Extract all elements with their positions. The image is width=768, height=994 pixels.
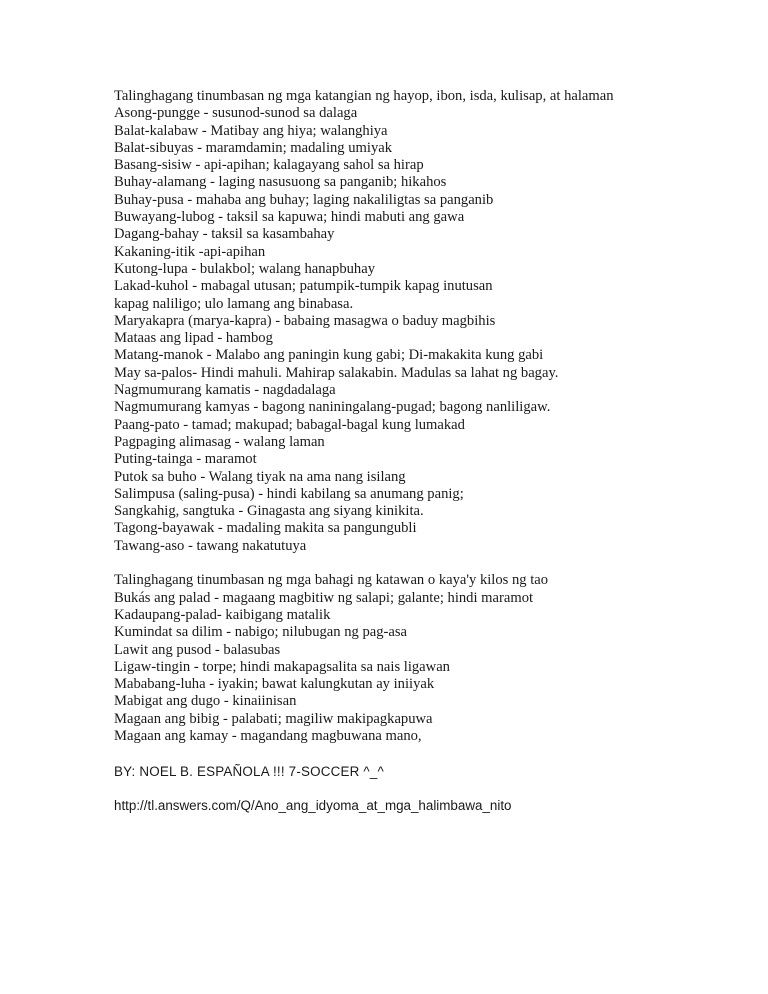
idiom-line: Paang-pato - tamad; makupad; babagal-bagal kung lumakad bbox=[114, 416, 465, 433]
idiom-line: Lawit ang pusod - balasubas bbox=[114, 641, 281, 658]
section2-heading: Talinghagang tinumbasan ng mga bahagi ng katawan o kaya'y kilos ng tao bbox=[114, 572, 549, 589]
idiom-line: Maryakapra (marya-kapra) - babaing masagwa o baduy magbihis bbox=[114, 312, 496, 329]
idiom-line: Dagang-bahay - taksil sa kasambahay bbox=[114, 226, 335, 243]
idiom-line: Pagpaging alimasag - walang laman bbox=[114, 433, 325, 450]
idiom-line: Sangkahig, sangtuka - Ginagasta ang siyang kinikita. bbox=[114, 503, 424, 520]
idiom-line: Balat-sibuyas - maramdamin; madaling umiyak bbox=[114, 139, 393, 156]
idiom-line: Kakaning-itik -api-apihan bbox=[114, 243, 266, 260]
section-spacer bbox=[114, 780, 754, 797]
idiom-line: Kutong-lupa - bulakbol; walang hanapbuhay bbox=[114, 260, 375, 277]
idiom-line: Kadaupang-palad- kaibigang matalik bbox=[114, 606, 331, 623]
idiom-line: Tawang-aso - tawang nakatutuya bbox=[114, 537, 307, 554]
idiom-line: Balat-kalabaw - Matibay ang hiya; walanghiya bbox=[114, 122, 388, 139]
idiom-line: Mabigat ang dugo - kinaiinisan bbox=[114, 693, 297, 710]
idiom-line: Magaan ang bibig - palabati; magiliw makipagkapuwa bbox=[114, 710, 433, 727]
idiom-line: Buwayang-lubog - taksil sa kapuwa; hindi mabuti ang gawa bbox=[114, 209, 465, 226]
idiom-line: Magaan ang kamay - magandang magbuwana mano, bbox=[114, 727, 422, 744]
section-spacer bbox=[114, 555, 754, 572]
idiom-line: Salimpusa (saling-pusa) - hindi kabilang sa anumang panig; bbox=[114, 485, 464, 502]
idiom-line: kapag naliligo; ulo lamang ang binabasa. bbox=[114, 295, 354, 312]
idiom-line: Puting-tainga - maramot bbox=[114, 451, 257, 468]
idiom-line: Bukás ang palad - magaang magbitiw ng salapi; galante; hindi maramot bbox=[114, 589, 534, 606]
author-byline: BY: NOEL B. ESPAÑOLA !!! 7-SOCCER ^_^ bbox=[114, 763, 385, 779]
idiom-line: Buhay-pusa - mahaba ang buhay; laging nakaliligtas sa panganib bbox=[114, 191, 494, 208]
idiom-line: Basang-sisiw - api-apihan; kalagayang sahol sa hirap bbox=[114, 157, 424, 174]
section1-heading: Talinghagang tinumbasan ng mga katangian ng hayop, ibon, isda, kulisap, at halaman bbox=[114, 88, 614, 104]
idiom-line: Putok sa buho - Walang tiyak na ama nang isilang bbox=[114, 468, 406, 485]
section-spacer bbox=[114, 745, 754, 762]
source-url: http://tl.answers.com/Q/Ano_ang_idyoma_at_mga_halimbawa_nito bbox=[114, 798, 512, 814]
idiom-line: Lakad-kuhol - mabagal utusan; patumpik-tumpik kapag inutusan bbox=[114, 278, 493, 295]
idiom-line: Mataas ang lipad - hambog bbox=[114, 330, 273, 347]
document-body bbox=[114, 88, 754, 814]
idiom-line: Nagmumurang kamatis - nagdadalaga bbox=[114, 382, 336, 399]
idiom-line: Nagmumurang kamyas - bagong naniningalang-pugad; bagong nanliligaw. bbox=[114, 399, 551, 416]
idiom-line: Buhay-alamang - laging nasusuong sa panganib; hikahos bbox=[114, 174, 447, 191]
idiom-line: May sa-palos- Hindi mahuli. Mahirap salakabin. Madulas sa lahat ng bagay. bbox=[114, 364, 559, 381]
idiom-line: Mababang-luha - iyakin; bawat kalungkutan ay iniiyak bbox=[114, 676, 435, 693]
idiom-line: Matang-manok - Malabo ang paningin kung gabi; Di-makakita kung gabi bbox=[114, 347, 544, 364]
idiom-line: Asong-pungge - susunod-sunod sa dalaga bbox=[114, 105, 358, 122]
idiom-line: Ligaw-tingin - torpe; hindi makapagsalita sa nais ligawan bbox=[114, 658, 450, 675]
idiom-line: Kumindat sa dilim - nabigo; nilubugan ng pag-asa bbox=[114, 624, 408, 641]
idiom-line: Tagong-bayawak - madaling makita sa pangungubli bbox=[114, 520, 417, 537]
